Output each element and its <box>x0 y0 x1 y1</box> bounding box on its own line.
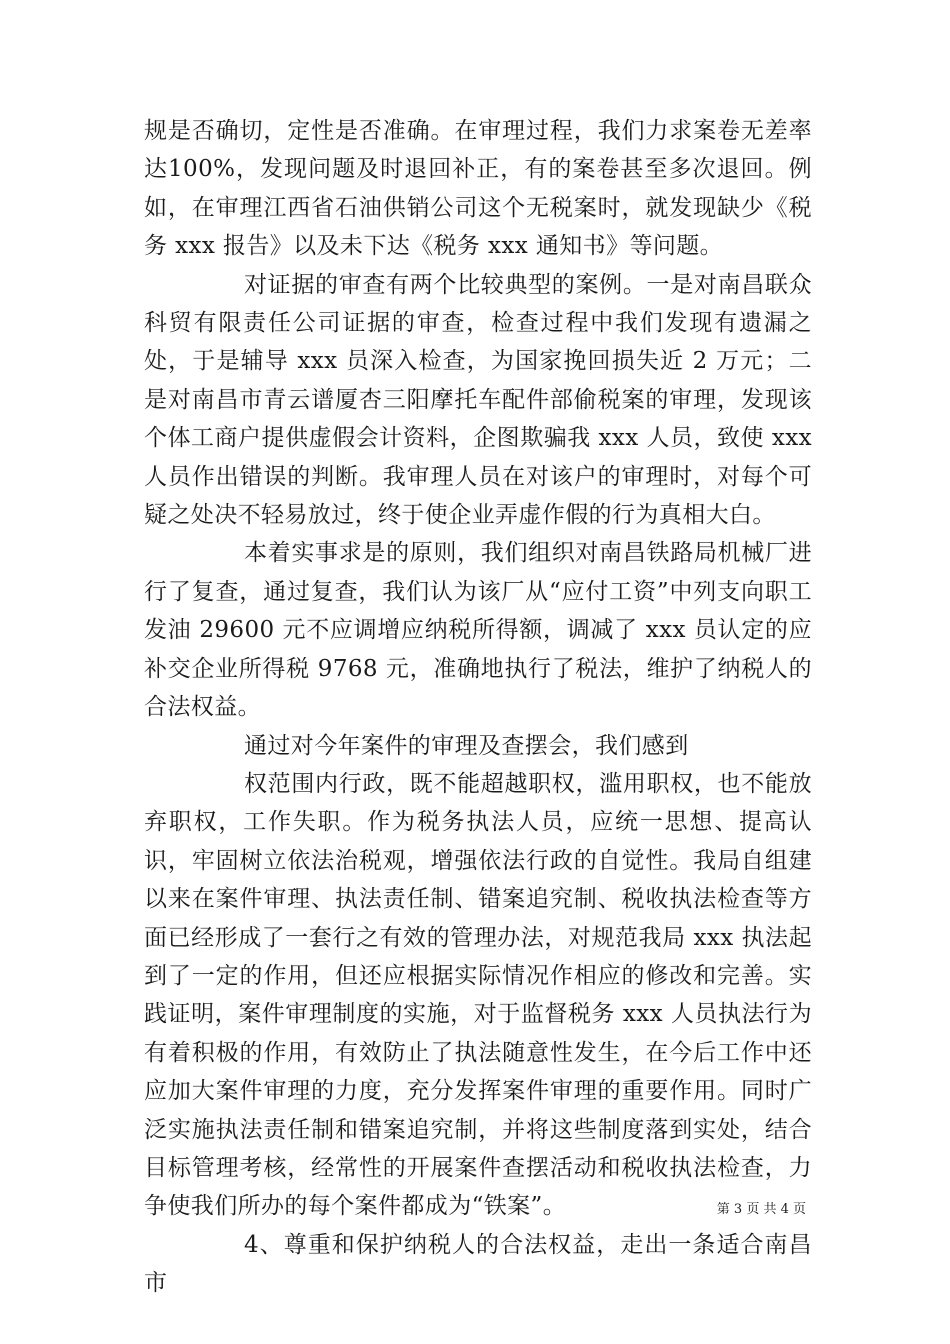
paragraph-3: 本着实事求是的原则，我们组织对南昌铁路局机械厂进行了复查，通过复查，我们认为该厂从“应付工资”中列支向职工发油 29600 元不应调增应纳税所得额，调减了 xxx 员认定的应补交企业所得税 9768 元，准确地执行了税法，维护了纳税人的合法权益。 <box>144 540 812 721</box>
paragraph-5: 权范围内行政，既不能超越职权，滥用职权，也不能放弃职权，工作失职。作为税务执法人员，应统一思想、提高认识，牢固树立依法治税观，增强依法行政的自觉性。我局自组建以来在案件审理、执法责任制、错案追究制、税收执法检查等方面已经形成了一套行之有效的管理办法，对规范我局 xxx 执法起到了一定的作用，但还应根据实际情况作相应的修改和完善。实践证明，案件审理制度的实施，对于监督税务 xxx 人员执法行为有着积极的作用，有效防止了执法随意性发生，在今后工作中还应加大案件审理的力度，充分发挥案件审理的重要作用。同时广泛实施执法责任制和错案追究制，并将这些制度落到实处，结合目标管理考核，经常性的开展案件查摆活动和税收执法检查，力争使我们所办的每个案件都成为“铁案”。 <box>144 770 812 1220</box>
paragraph-2: 对证据的审查有两个比较典型的案例。一是对南昌联众科贸有限责任公司证据的审查，检查过程中我们发现有遗漏之处，于是辅导 xxx 员深入检查，为国家挽回损失近 2 万元；二是对南昌市青云谱厦杏三阳摩托车配件部偷税案的审理，发现该个体工商户提供虚假会计资料，企图欺骗我 xxx 人员，致使 xxx 人员作出错误的判断。我审理人员在对该户的审理时，对每个可疑之处决不轻易放过，终于使企业弄虚作假的行为真相大白。 <box>144 271 812 529</box>
paragraph-1: 规是否确切，定性是否准确。在审理过程，我们力求案卷无差率达100%，发现问题及时退回补正，有的案卷甚至多次退回。例如，在审理江西省石油供销公司这个无税案时，就发现缺少《税务 xxx 报告》以及未下达《税务 xxx 通知书》等问题。 <box>144 118 812 260</box>
paragraph-6: 4、尊重和保护纳税人的合法权益，走出一条适合南昌市 <box>144 1231 812 1297</box>
paragraph-4: 通过对今年案件的审理及查摆会，我们感到 <box>244 732 689 759</box>
page-number-footer: 第 3 页 共 4 页 <box>716 1202 806 1217</box>
document-body <box>144 112 812 1303</box>
